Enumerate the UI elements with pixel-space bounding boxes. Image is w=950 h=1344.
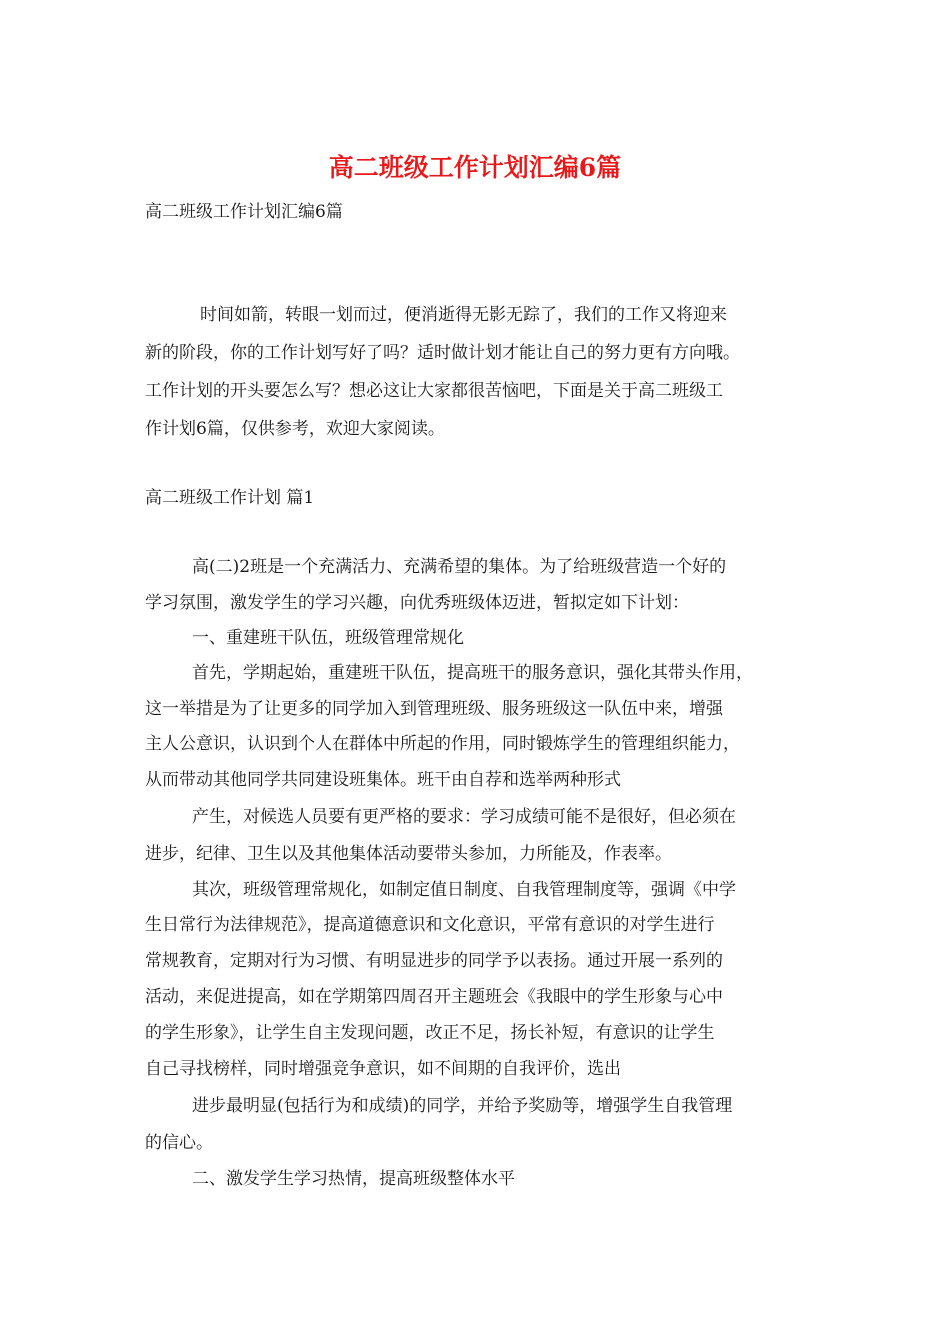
intro-line: 时间如箭，转眼一划而过，便消逝得无影无踪了，我们的工作又将迎来 bbox=[200, 305, 727, 325]
body-line: 高(二)2班是一个充满活力、充满希望的集体。为了给班级营造一个好的 bbox=[192, 557, 727, 577]
body-line: 自己寻找榜样，同时增强竞争意识，如不间期的自我评价，选出 bbox=[145, 1059, 621, 1079]
body-line: 主人公意识，认识到个人在群体中所起的作用，同时锻炼学生的管理组织能力， bbox=[145, 734, 740, 754]
document-title: 高二班级工作计划汇编6篇 bbox=[328, 153, 622, 182]
body-line: 进步最明显(包括行为和成绩)的同学，并给予奖励等，增强学生自我管理 bbox=[192, 1096, 733, 1116]
section-heading: 高二班级工作计划 篇1 bbox=[145, 488, 315, 508]
body-line: 生日常行为法律规范》，提高道德意识和文化意识，平常有意识的对学生进行 bbox=[145, 915, 715, 935]
body-line: 进步，纪律、卫生以及其他集体活动要带头参加，力所能及，作表率。 bbox=[145, 844, 672, 864]
body-line: 学习氛围，激发学生的学习兴趣，向优秀班级体迈进，暂拟定如下计划： bbox=[145, 593, 689, 613]
body-line: 的学生形象》，让学生自主发现问题，改正不足，扬长补短，有意识的让学生 bbox=[145, 1023, 715, 1043]
body-line: 一、重建班干队伍，班级管理常规化 bbox=[192, 628, 464, 648]
intro-line: 作计划6篇，仅供参考，欢迎大家阅读。 bbox=[145, 419, 445, 439]
body-line: 常规教育，定期对行为习惯、有明显进步的同学予以表扬。通过开展一系列的 bbox=[145, 951, 723, 971]
body-line: 首先，学期起始，重建班干队伍，提高班干的服务意识，强化其带头作用， bbox=[192, 663, 753, 683]
intro-line: 新的阶段，你的工作计划写好了吗？适时做计划才能让自己的努力更有方向哦。 bbox=[145, 343, 740, 363]
body-line: 活动，来促进提高，如在学期第四周召开主题班会《我眼中的学生形象与心中 bbox=[145, 987, 723, 1007]
document-subtitle: 高二班级工作计划汇编6篇 bbox=[145, 202, 343, 222]
intro-line: 工作计划的开头要怎么写？想必这让大家都很苦恼吧，下面是关于高二班级工 bbox=[145, 381, 723, 401]
body-line: 这一举措是为了让更多的同学加入到管理班级、服务班级这一队伍中来，增强 bbox=[145, 699, 723, 719]
body-line: 从而带动其他同学共同建设班集体。班干由自荐和选举两种形式 bbox=[145, 770, 621, 790]
body-line: 其次，班级管理常规化，如制定值日制度、自我管理制度等，强调《中学 bbox=[192, 880, 736, 900]
body-line: 的信心。 bbox=[145, 1133, 213, 1153]
body-line: 产生，对候选人员要有更严格的要求：学习成绩可能不是很好，但必须在 bbox=[192, 807, 736, 827]
body-line: 二、激发学生学习热情，提高班级整体水平 bbox=[192, 1169, 515, 1189]
